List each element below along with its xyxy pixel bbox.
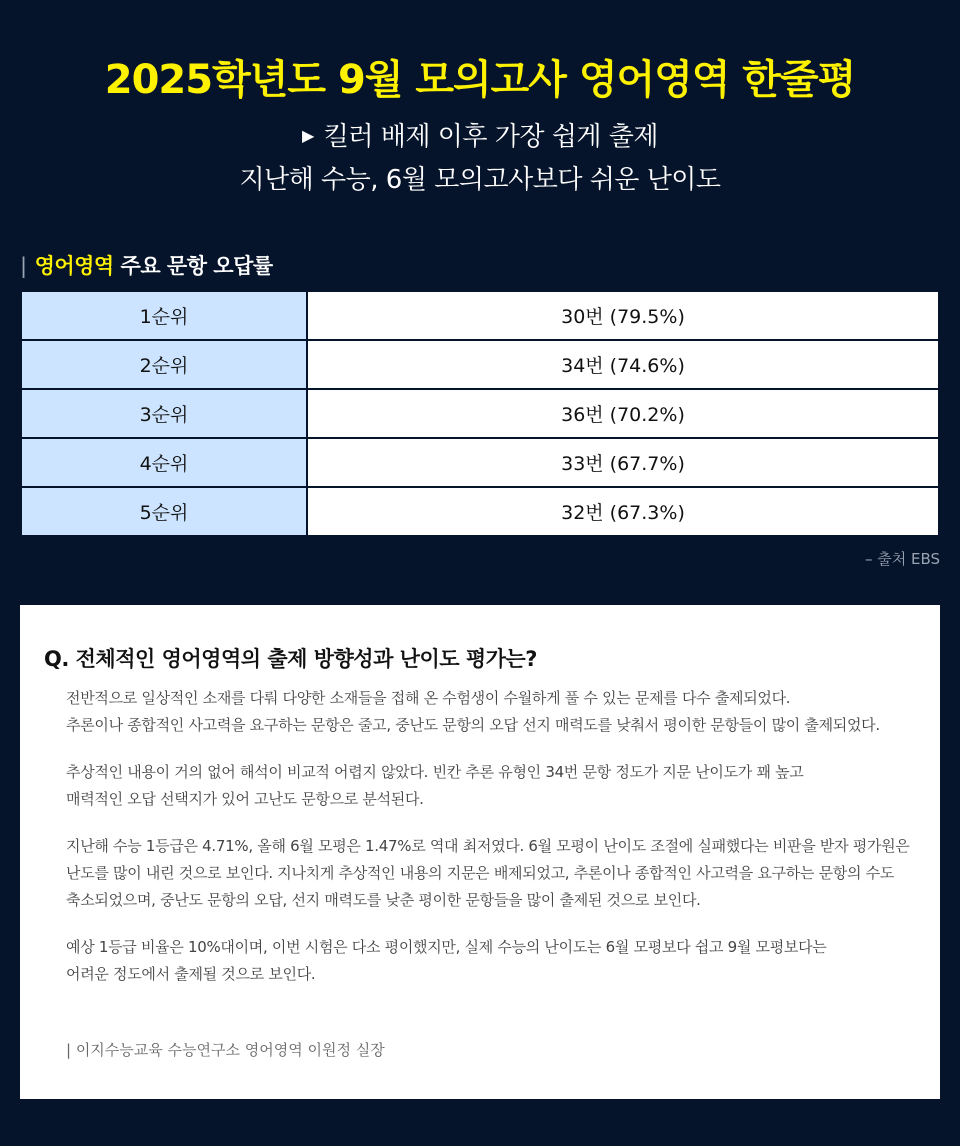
paragraph-line: 예상 1등급 비율은 10%대이며, 이번 시험은 다소 평이했지만, 실제 수능의 난이도는 6월 모평보다 쉽고 9월 모평보다는 xyxy=(66,938,827,956)
paragraph-line: 축소되었으며, 중난도 문항의 오답, 선지 매력도를 낮춘 평이한 문항들을 많이 출제된 것으로 보인다. xyxy=(66,891,701,909)
rank-cell: 1순위 xyxy=(21,291,307,340)
rank-cell: 4순위 xyxy=(21,438,307,487)
table-row xyxy=(21,487,939,536)
subtitle-line-1-text: 킬러 배제 이후 가장 쉽게 출제 xyxy=(323,122,659,152)
rank-cell: 2순위 xyxy=(21,340,307,389)
value-cell: 34번 (74.6%) xyxy=(307,340,939,389)
page-title: 2025학년도 9월 모의고사 영어영역 한줄평 xyxy=(104,57,856,103)
question-heading: Q. 전체적인 영어영역의 출제 방향성과 난이도 평가는? xyxy=(44,647,537,671)
table-row xyxy=(21,291,939,340)
paragraph-line: 지난해 수능 1등급은 4.71%, 올해 6월 모평은 1.47%로 역대 최저였다. 6월 모평이 난이도 조절에 실패했다는 비판을 받자 평가원은 xyxy=(66,837,910,855)
subtitle-line-2: 지난해 수능, 6월 모의고사보다 쉬운 난이도 xyxy=(239,165,721,195)
paragraph xyxy=(66,759,916,813)
analysis-card xyxy=(20,605,940,1099)
section-heading-highlight: 영어영역 xyxy=(34,254,114,278)
paragraph-line: 전반적으로 일상적인 소재를 다뤄 다양한 소재들을 접해 온 수험생이 수월하게 풀 수 있는 문제를 다수 출제되었다. xyxy=(66,689,791,707)
paragraph xyxy=(66,833,916,914)
value-cell: 32번 (67.3%) xyxy=(307,487,939,536)
paragraph-line: 추상적인 내용이 거의 없어 해석이 비교적 어렵지 않았다. 빈칸 추론 유형인 34번 문항 정도가 지문 난이도가 꽤 높고 xyxy=(66,763,804,781)
paragraph-line: 매력적인 오답 선택지가 있어 고난도 문항으로 분석된다. xyxy=(66,790,424,808)
section-divider: | xyxy=(20,254,27,278)
section-heading-text: 주요 문항 오답률 xyxy=(113,254,273,278)
wrong-answer-rate-table xyxy=(20,290,940,537)
value-cell: 33번 (67.7%) xyxy=(307,438,939,487)
value-cell: 36번 (70.2%) xyxy=(307,389,939,438)
answer-body xyxy=(66,685,916,1008)
triangle-marker-icon: ▶ xyxy=(301,126,314,145)
value-cell: 30번 (79.5%) xyxy=(307,291,939,340)
paragraph-line: 어려운 정도에서 출제될 것으로 보인다. xyxy=(66,965,316,983)
subtitle-line-1 xyxy=(0,116,960,153)
paragraph xyxy=(66,685,916,739)
rank-cell: 3순위 xyxy=(21,389,307,438)
paragraph xyxy=(66,934,916,988)
section-heading xyxy=(20,250,273,280)
table-row xyxy=(21,438,939,487)
rank-cell: 5순위 xyxy=(21,487,307,536)
source-note: – 출처 EBS xyxy=(864,550,940,568)
table-row xyxy=(21,389,939,438)
paragraph-line: 추론이나 종합적인 사고력을 요구하는 문항은 줄고, 중난도 문항의 오답 선지 매력도를 낮춰서 평이한 문항들이 많이 출제되었다. xyxy=(66,716,880,734)
paragraph-line: 난도를 많이 내린 것으로 보인다. 지나치게 추상적인 내용의 지문은 배제되었고, 추론이나 종합적인 사고력을 요구하는 문항의 수도 xyxy=(66,864,895,882)
table-row xyxy=(21,340,939,389)
author-credit: | 이지수능교육 수능연구소 영어영역 이원정 실장 xyxy=(66,1041,385,1059)
